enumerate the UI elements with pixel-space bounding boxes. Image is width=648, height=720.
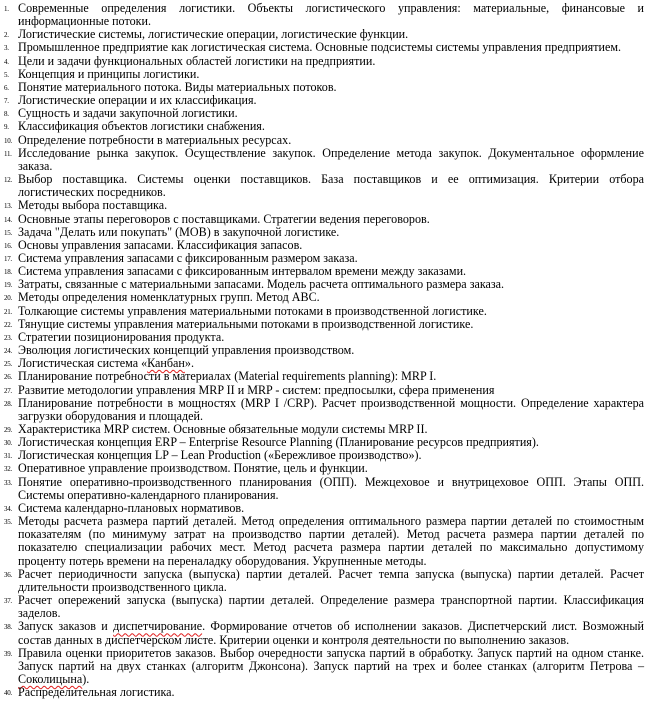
- list-item-number: 25.: [4, 360, 12, 369]
- list-item-text: Расчет периодичности запуска (выпуска) партии деталей. Расчет темпа запуска (выпуска) партии деталей. Расчет длительности производственного цикла.: [18, 566, 644, 594]
- list-item-text: Современные определения логистики. Объекты логистического управления: материальные, финансовые и информационные потоки.: [18, 1, 644, 29]
- list-item-text: Сущность и задачи закупочной логистики.: [18, 106, 238, 121]
- list-item-text: Классификация объектов логистики снабжения.: [18, 119, 265, 134]
- list-item-text: Система календарно-плановых нормативов.: [18, 500, 245, 515]
- list-item: [4, 686, 644, 699]
- list-item-number: 24.: [4, 347, 12, 356]
- list-item-text: Эволюция логистических концепций управления производством.: [18, 343, 355, 358]
- list-item-number: 12.: [4, 176, 12, 185]
- list-item-text: Промышленное предприятие как логистическая система. Основные подсистемы системы управления предприятием.: [18, 40, 622, 55]
- list-item: [4, 147, 644, 173]
- list-item-number: 7.: [4, 97, 9, 106]
- list-item-text: Распределительная логистика.: [18, 685, 175, 700]
- list-item-text: Методы расчета размера партий деталей. Метод определения оптимального размера партии деталей по стоимостным показателям (по минимуму затрат на производство партии деталей). Метод расчета размера партии деталей по показателю специализации рабочих мест. Метод расчета размера партии деталей по максимально допустимому проценту потерь времени на переналадку оборудования. Укрупненные методы.: [18, 514, 644, 568]
- list-item: [4, 594, 644, 620]
- list-item-number: 18.: [4, 268, 12, 277]
- list-item-number: 5.: [4, 70, 9, 79]
- list-item-text: Толкающие системы управления материальными потоками в производственной логистике.: [18, 303, 487, 318]
- list-item-number: 2.: [4, 31, 9, 40]
- list-item-number: 9.: [4, 123, 9, 132]
- list-item-text: Тянущие системы управления материальными потоками в производственной логистике.: [18, 316, 474, 331]
- list-item-number: 28.: [4, 399, 12, 408]
- list-item-text: Логистическая концепция LP – Lean Production («Бережливое производство»).: [18, 448, 422, 463]
- list-item-text: Планирование потребности в мощностях (MRP I /CRP). Расчет производственной мощности. Определение характера загрузки оборудования и площадей.: [18, 395, 644, 423]
- list-item: [4, 397, 644, 423]
- list-item-number: 29.: [4, 426, 12, 434]
- list-item-number: 17.: [4, 254, 12, 263]
- list-item-text: Планирование потребности в материалах (Material requirements planning): MRP I.: [18, 369, 437, 384]
- list-item-text: Стратегии позиционирования продукта.: [18, 329, 225, 344]
- list-item-text: Методы определения номенклатурных групп. Метод ABC.: [18, 290, 320, 305]
- list-item-number: 33.: [4, 478, 12, 487]
- list-item-text: Логистические системы, логистические операции, логистические функции.: [18, 27, 409, 42]
- list-item-text: Запуск заказов и диспетчирование. Формирование отчетов об исполнении заказов. Диспетчерский лист. Возможный состав данных в диспетчерском листе. Критерии оценки и контроля деятельности по выполнению заказов.: [18, 619, 645, 647]
- list-item-number: 38.: [4, 623, 12, 632]
- topics-list: [4, 2, 644, 699]
- list-item-number: 10.: [4, 136, 12, 145]
- list-item-number: 39.: [4, 649, 12, 658]
- list-item-number: 6.: [4, 83, 9, 92]
- list-item-text: Концепция и принципы логистики.: [18, 66, 200, 81]
- list-item-text: Система управления запасами с фиксированным интервалом времени между заказами.: [18, 264, 467, 279]
- list-item-text: Правила оценки приоритетов заказов. Выбор очередности запуска партий в обработку. Запуск партий на одном станке. Запуск партий на двух станках (алгоритм Джонсона). Запуск партий на трех и более станках (алгоритм Петрова – Соколицына).: [18, 645, 644, 686]
- list-item-number: 13.: [4, 202, 12, 211]
- list-item-number: 23.: [4, 333, 12, 342]
- list-item: [4, 568, 644, 594]
- list-item-number: 22.: [4, 320, 12, 329]
- document-page: [4, 2, 644, 699]
- list-item-number: 1.: [4, 5, 9, 13]
- list-item-text: Задача "Делать или покупать" (МОВ) в закупочной логистике.: [18, 224, 340, 239]
- list-item-number: 14.: [4, 215, 12, 224]
- list-item-number: 8.: [4, 110, 9, 119]
- list-item-number: 40.: [4, 689, 12, 698]
- list-item-number: 27.: [4, 386, 12, 395]
- list-item-number: 37.: [4, 597, 12, 606]
- list-item-text: Система управления запасами с фиксированным размером заказа.: [18, 250, 358, 265]
- list-item-number: 35.: [4, 518, 12, 527]
- list-item: [4, 647, 644, 686]
- list-item: [4, 476, 644, 502]
- list-item: [4, 2, 644, 28]
- spellcheck-underline: диспетчирование: [113, 619, 203, 634]
- list-item-text: Методы выбора поставщика.: [18, 198, 168, 213]
- list-item-text: Расчет опережений запуска (выпуска) партии деталей. Определение размера транспортной партии. Классификация заделов.: [18, 593, 644, 621]
- spellcheck-underline: Канбан: [147, 356, 185, 371]
- list-item-text: Затраты, связанные с материальными запасами. Модель расчета оптимального размера заказа.: [18, 277, 505, 292]
- list-item: [4, 515, 644, 568]
- list-item-text: Понятие оперативно-производственного планирования (ОПП). Межцеховое и внутрицеховое ОПП. Этапы ОПП. Системы оперативно-календарного планирования.: [18, 474, 644, 502]
- list-item-text: Логистические операции и их классификация.: [18, 93, 257, 108]
- list-item-number: 4.: [4, 57, 9, 66]
- list-item-text: Логистическая система «Канбан».: [18, 356, 194, 371]
- list-item-number: 36.: [4, 570, 12, 579]
- list-item-text: Логистическая концепция ERP – Enterprise Resource Planning (Планирование ресурсов предприятия).: [18, 435, 539, 450]
- spellcheck-underline: Соколицына: [18, 671, 83, 686]
- list-item-number: 26.: [4, 373, 12, 382]
- list-item-text: Основы управления запасами. Классификация запасов.: [18, 237, 303, 252]
- list-item-number: 31.: [4, 452, 12, 461]
- list-item: [4, 620, 644, 646]
- list-item-number: 15.: [4, 228, 12, 237]
- list-item-text: Основные этапы переговоров с поставщиками. Стратегии ведения переговоров.: [18, 211, 430, 226]
- list-item-text: Выбор поставщика. Системы оценки поставщиков. База поставщиков и ее оптимизация. Критерии отбора логистических посредников.: [18, 172, 644, 200]
- list-item-text: Определение потребности в материальных ресурсах.: [18, 132, 292, 147]
- list-item-number: 3.: [4, 44, 9, 53]
- list-item-text: Цели и задачи функциональных областей логистики на предприятии.: [18, 53, 376, 68]
- list-item-number: 20.: [4, 294, 12, 303]
- list-item-text: Исследование рынка закупок. Осуществление закупок. Определение метода закупок. Документальное оформление заказа.: [18, 145, 644, 173]
- list-item-number: 21.: [4, 307, 12, 316]
- list-item-text: Оперативное управление производством. Понятие, цель и функции.: [18, 461, 368, 476]
- list-item-text: Развитие методологии управления MRP II и MRP - систем: предпосылки, сфера применения: [18, 382, 495, 397]
- list-item-number: 11.: [4, 149, 12, 158]
- list-item-number: 16.: [4, 241, 12, 250]
- list-item-number: 34.: [4, 504, 12, 513]
- list-item-text: Характеристика MRP систем. Основные обязательные модули системы MRP II.: [18, 422, 428, 436]
- list-item: [4, 173, 644, 199]
- list-item-text: Понятие материального потока. Виды материальных потоков.: [18, 79, 337, 94]
- list-item-number: 30.: [4, 439, 12, 448]
- list-item-number: 19.: [4, 281, 12, 290]
- list-item-number: 32.: [4, 465, 12, 474]
